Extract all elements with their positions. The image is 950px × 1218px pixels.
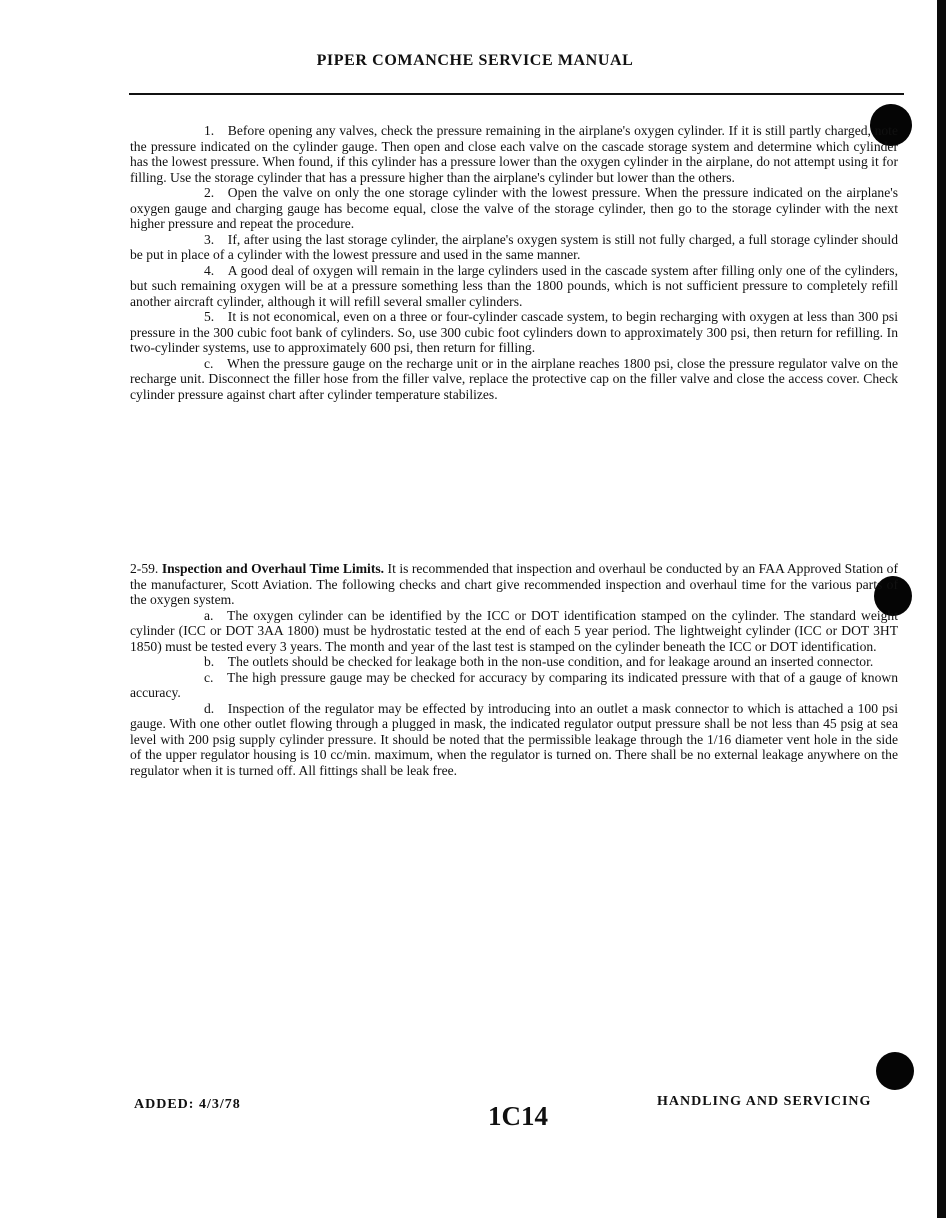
footer-section-name: HANDLING AND SERVICING <box>657 1094 872 1109</box>
footer-added-date: ADDED: 4/3/78 <box>134 1097 241 1112</box>
procedure-step-2: 2. Open the valve on only the one storage cylinder with the lowest pressure. When the pressure indicated on the airplane's oxygen gauge and charging gauge has become equal, close the valve of the storage cylinder, then go to the storage cylinder with the next higher pressure and repeat the procedure. <box>130 185 898 231</box>
section-heading: Inspection and Overhaul Time Limits. <box>161 561 385 576</box>
header-rule <box>129 93 904 95</box>
page-edge-border <box>937 0 946 1218</box>
procedure-step-5: 5. It is not economical, even on a three or four-cylinder cascade system, to begin recharging with oxygen at less than 300 psi pressure in the 300 cubic foot bank of cylinders. So, use 300 cubic foot cylinders down to approximately 300 psi, then return for refilling. In two-cylinder systems, use to approximately 600 psi, then return for filling. <box>130 309 898 355</box>
inspection-item-a: a. The oxygen cylinder can be identified by the ICC or DOT identification stamped on the cylinder. The standard weight cylinder (ICC or DOT 3AA 1800) must be hydrostatic tested at the end of each 5 year period. The lightweight cylinder (ICC or DOT 3HT 1850) must be tested every 3 years. The month and year of the last test is stamped on the cylinder beneath the ICC or DOT identification. <box>130 607 898 654</box>
binder-hole-mark-bottom <box>876 1052 914 1090</box>
procedure-step-1: 1. Before opening any valves, check the pressure remaining in the airplane's oxygen cylinder. If it is still partly charged, note the pressure indicated on the cylinder gauge. Then open and close each valve on the cascade storage system and determine which cylinder has the lowest pressure. When found, if this cylinder has a pressure lower than the oxygen cylinder in the airplane, do not attempt using it for filling. Use the storage cylinder that has a pressure higher than the airplane's cylinder but lower than the others. <box>130 123 898 185</box>
section-intro-paragraph <box>130 561 898 608</box>
section-number: 2-59. <box>130 561 159 576</box>
charging-procedure-text <box>130 123 898 402</box>
inspection-item-d: d. Inspection of the regulator may be effected by introducing into an outlet a mask connector to which is attached a 100 psi gauge. With one other outlet flowing through a plugged in mask, the indicated regulator output pressure shall be not less than 45 psig at sea level with 200 psig supply cylinder pressure. It should be noted that the permissible leakage through the 1/16 diameter vent hole in the side of the upper regulator housing is 10 cc/min. maximum, when the regulator is turned on. There shall be no external leakage anywhere on the regulator when it is turned off. All fittings shall be leak free. <box>130 700 898 778</box>
procedure-step-4: 4. A good deal of oxygen will remain in the large cylinders used in the cascade system after filling only one of the cylinders, but such remaining oxygen will be at a pressure something less than the 1800 pounds, which is not sufficient pressure to completely refill another aircraft cylinder, although it will refill several smaller cylinders. <box>130 262 898 309</box>
page-header-title: PIPER COMANCHE SERVICE MANUAL <box>316 52 634 69</box>
inspection-section <box>130 561 898 778</box>
inspection-item-c: c. The high pressure gauge may be checked for accuracy by comparing its indicated pressure with that of a gauge of known accuracy. <box>130 669 898 700</box>
footer-page-code: 1C14 <box>488 1101 548 1131</box>
section-intro: It is recommended that inspection and overhaul be conducted by an FAA Approved Station of the manufacturer, Scott Aviation. The following checks and chart give recommended inspection and overhaul time for the various parts of the oxygen system. <box>130 561 898 607</box>
inspection-item-b: b. The outlets should be checked for leakage both in the non-use condition, and for leakage around an inserted connector. <box>204 654 874 669</box>
procedure-step-c: c. When the pressure gauge on the recharge unit or in the airplane reaches 1800 psi, close the pressure regulator valve on the recharge unit. Disconnect the filler hose from the filler valve, replace the protective cap on the filler valve and close the access cover. Check cylinder pressure against chart after cylinder temperature stabilizes. <box>130 355 898 402</box>
procedure-step-3: 3. If, after using the last storage cylinder, the airplane's oxygen system is still not fully charged, a full storage cylinder should be put in place of a cylinder with the lowest pressure and used in the same manner. <box>130 231 898 262</box>
